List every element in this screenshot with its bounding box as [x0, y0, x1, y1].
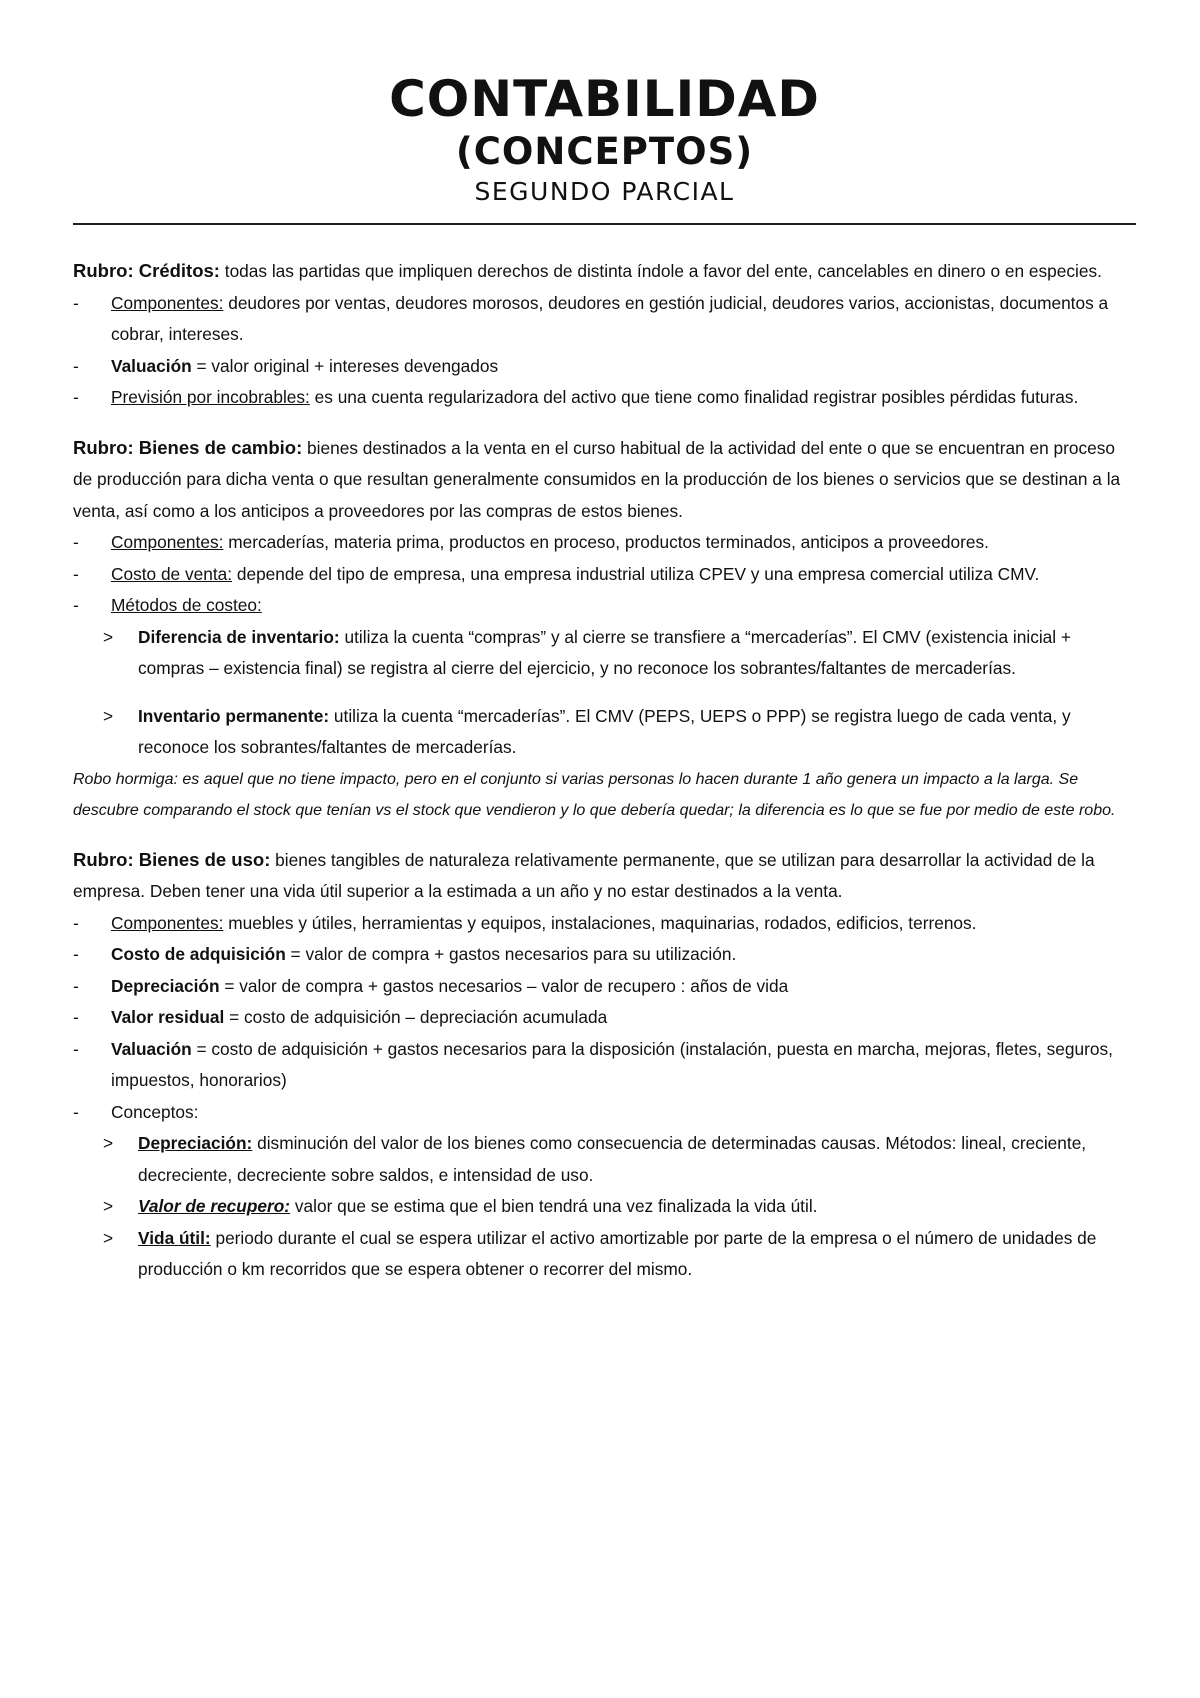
- item-label: Costo de adquisición: [111, 944, 286, 964]
- bienes-cambio-definition: [73, 432, 1136, 528]
- item-label: Depreciación: [111, 975, 220, 996]
- bienes-uso-list: [73, 908, 1136, 1129]
- item-label: Componentes:: [111, 532, 224, 552]
- section-heading: Rubro: Créditos:: [73, 260, 220, 281]
- item-text: valor que se estima que el bien tendrá una vez finalizada la vida útil.: [290, 1196, 818, 1216]
- list-item: [73, 908, 1136, 940]
- definition-text: bienes tangibles de naturaleza relativamente permanente, que se utilizan para desarrollar la actividad de la empresa. Deben tener una vida útil superior a la estimada a un año y no estar destinados a la venta.: [73, 849, 1095, 901]
- item-label: Conceptos:: [111, 1101, 199, 1122]
- item-text: utiliza la cuenta “mercaderías”. El CMV (PEPS, UEPS o PPP) se registra luego de cada venta, y reconoce los sobrantes/faltantes de mercaderías.: [138, 705, 1071, 757]
- creditos-definition: [73, 255, 1136, 288]
- item-label: Valor residual: [111, 1007, 225, 1027]
- item-text: periodo durante el cual se espera utilizar el activo amortizable por parte de la empresa o el número de unidades de producción o km recorridos que se espera obtener o recorrer del mismo.: [138, 1227, 1097, 1279]
- item-text: = costo de adquisición – depreciación acumulada: [224, 1007, 608, 1027]
- item-label: Componentes:: [111, 292, 224, 313]
- list-item: [73, 559, 1136, 591]
- title-block: [73, 70, 1136, 208]
- section-bienes-de-cambio: [73, 432, 1136, 826]
- item-label: Métodos de costeo:: [111, 595, 262, 615]
- sub-list-item: [103, 622, 1136, 685]
- list-item: [73, 590, 1136, 622]
- section-bienes-de-uso: [73, 844, 1136, 1286]
- item-text: depende del tipo de empresa, una empresa industrial utiliza CPEV y una empresa comercial utiliza CMV.: [232, 563, 1040, 584]
- robo-hormiga-note: Robo hormiga: es aquel que no tiene impacto, pero en el conjunto si varias personas lo hacen durante 1 año genera un impacto a la larga. Se descubre comparando el stock que tenían vs el stock que vendieron y lo que debería quedar; la diferencia es lo que se fue por medio de este robo.: [73, 770, 1116, 819]
- bienes-cambio-list: [73, 527, 1136, 622]
- document-body: [73, 255, 1136, 1286]
- list-item: [73, 1002, 1136, 1034]
- section-heading: Rubro: Bienes de cambio:: [73, 436, 303, 458]
- list-item: [73, 527, 1136, 559]
- item-label: Diferencia de inventario:: [138, 626, 340, 647]
- conceptos-list: [73, 1128, 1136, 1286]
- item-label: Depreciación:: [138, 1133, 253, 1153]
- item-label: Vida útil:: [138, 1227, 211, 1248]
- title-divider: [73, 223, 1136, 225]
- item-label: Costo de venta:: [111, 563, 233, 584]
- list-item: [73, 971, 1136, 1003]
- sub-list-item: [103, 701, 1136, 764]
- metodos-list: [73, 622, 1136, 764]
- sub-list-item: [103, 1223, 1136, 1286]
- sub-list-item: [103, 1128, 1136, 1191]
- list-item: [73, 1034, 1136, 1097]
- item-text: = costo de adquisición + gastos necesarios para la disposición (instalación, puesta en marcha, mejoras, fletes, seguros, impuestos, honorarios): [111, 1038, 1113, 1090]
- list-item: [73, 1097, 1136, 1129]
- list-item: [73, 939, 1136, 971]
- definition-text: bienes destinados a la venta en el curso habitual de la actividad del ente o que se encuentran en proceso de producción para dicha venta o que resultan generalmente consumidos en la producción de los bienes o servicios que se destinan a la venta, así como a los anticipos a proveedores por las compras de estos bienes.: [73, 437, 1121, 521]
- item-text: disminución del valor de los bienes como consecuencia de determinadas causas. Métodos: lineal, creciente, decreciente, decreciente sobre saldos, e intensidad de uso.: [138, 1133, 1087, 1185]
- section-heading: Rubro: Bienes de uso:: [73, 848, 271, 870]
- item-label: Componentes:: [111, 912, 224, 933]
- bienes-uso-definition: [73, 844, 1136, 908]
- item-text: es una cuenta regularizadora del activo que tiene como finalidad registrar posibles pérdidas futuras.: [309, 387, 1079, 407]
- item-text: = valor de compra + gastos necesarios para su utilización.: [285, 944, 737, 964]
- document-title: CONTABILIDAD: [389, 70, 820, 128]
- item-text: = valor de compra + gastos necesarios – valor de recupero : años de vida: [219, 975, 789, 996]
- creditos-list: [73, 288, 1136, 414]
- item-label: Valor de recupero:: [138, 1196, 291, 1216]
- item-text: deudores por ventas, deudores morosos, deudores en gestión judicial, deudores varios, accionistas, documentos a cobrar, intereses.: [111, 292, 1109, 344]
- item-label: Valuación: [111, 355, 192, 376]
- sub-list-item: [103, 1191, 1136, 1223]
- exam-label: SEGUNDO PARCIAL: [474, 177, 735, 206]
- list-item: [73, 288, 1136, 351]
- item-text: muebles y útiles, herramientas y equipos, instalaciones, maquinarias, rodados, edificios, terrenos.: [223, 912, 977, 933]
- definition-text: todas las partidas que impliquen derechos de distinta índole a favor del ente, cancelables en dinero o en especies.: [219, 261, 1102, 281]
- list-item: [73, 351, 1136, 383]
- item-label: Valuación: [111, 1038, 192, 1059]
- item-label: Inventario permanente:: [138, 705, 330, 726]
- document-subtitle: (CONCEPTOS): [455, 130, 754, 173]
- section-creditos: [73, 255, 1136, 414]
- list-item: [73, 382, 1136, 414]
- item-label: Previsión por incobrables:: [111, 387, 310, 407]
- item-text: mercaderías, materia prima, productos en proceso, productos terminados, anticipos a proveedores.: [223, 532, 989, 552]
- item-text: utiliza la cuenta “compras” y al cierre se transfiere a “mercaderías”. El CMV (existencia inicial + compras – existencia final) se registra al cierre del ejercicio, y no reconoce los sobrantes/faltantes de mercaderías.: [138, 626, 1072, 678]
- item-text: = valor original + intereses devengados: [191, 355, 499, 376]
